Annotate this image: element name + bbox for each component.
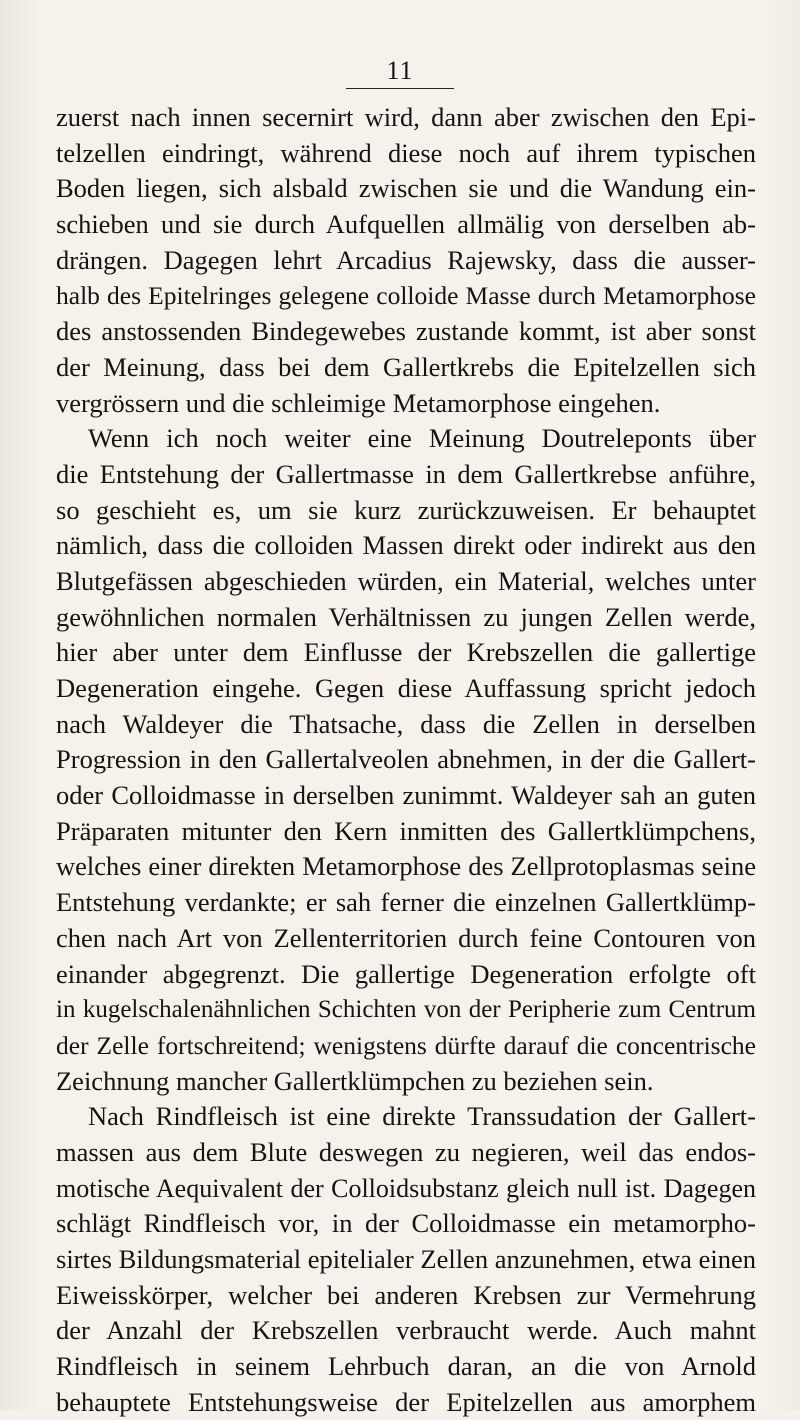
text-line: der Anzahl der Krebszellen verbraucht werde. Auch mahnt xyxy=(56,1315,756,1346)
body-text xyxy=(56,100,756,1420)
text-line: Wenn ich noch weiter eine Meinung Doutreleponts über xyxy=(88,423,756,454)
text-line: Rindfleisch in seinem Lehrbuch daran, an die von Arnold xyxy=(56,1351,756,1382)
text-line: motische Aequivalent der Colloidsubstanz gleich null ist. Dagegen xyxy=(56,1173,756,1203)
text-line: zuerst nach innen secernirt wird, dann aber zwischen den Epi- xyxy=(56,102,756,132)
text-line: behauptete Entstehungsweise der Epitelzellen aus amorphem xyxy=(56,1386,756,1417)
text-line: so geschieht es, um sie kurz zurückzuweisen. Er behauptet xyxy=(56,494,756,525)
page-number: 11 xyxy=(346,56,453,89)
text-line: drängen. Dagegen lehrt Arcadius Rajewsky, dass die ausser- xyxy=(56,244,756,275)
text-line: oder Colloidmasse in derselben zunimmt. Waldeyer sah an guten xyxy=(56,780,756,811)
text-line: gewöhnlichen normalen Verhältnissen zu jungen Zellen werde, xyxy=(56,601,756,632)
text-line: telzellen eindringt, während diese noch auf ihrem typischen xyxy=(56,137,756,168)
page-header xyxy=(0,56,800,89)
text-line: sirtes Bildungsmaterial epitelialer Zellen anzunehmen, etwa einen xyxy=(56,1244,756,1274)
text-line: chen nach Art von Zellenterritorien durch feine Contouren von xyxy=(56,922,756,953)
text-line: schieben und sie durch Aufquellen allmälig von derselben ab- xyxy=(56,209,756,240)
text-line: Präparaten mitunter den Kern inmitten des Gallertklümpchens, xyxy=(56,815,756,846)
text-line: Nach Rindfleisch ist eine direkte Transsudation der Gallert- xyxy=(88,1101,756,1132)
text-line: Degeneration eingehe. Gegen diese Auffassung spricht jedoch xyxy=(56,673,756,703)
text-line: Eiweisskörper, welcher bei anderen Krebsen zur Vermehrung xyxy=(56,1279,756,1310)
text-line: der Zelle fortschreitend; wenigstens dürfte darauf die concentrische xyxy=(56,1030,756,1060)
text-line: Entstehung verdankte; er sah ferner die einzelnen Gallertklümp- xyxy=(56,887,756,918)
text-line: Boden liegen, sich alsbald zwischen sie und die Wandung ein- xyxy=(56,173,756,204)
text-line: der Meinung, dass bei dem Gallertkrebs die Epitelzellen sich xyxy=(56,351,756,382)
text-line: massen aus dem Blute deswegen zu negieren, weil das endos- xyxy=(56,1136,756,1167)
text-line: Blutgefässen abgeschieden würden, ein Material, welches unter xyxy=(56,565,756,596)
text-line: einander abgegrenzt. Die gallertige Degeneration erfolgte oft xyxy=(56,958,756,989)
text-line: welches einer direkten Metamorphose des Zellprotoplasmas seine xyxy=(56,851,756,882)
text-line: Zeichnung mancher Gallertklümpchen zu beziehen sein. xyxy=(56,1065,654,1096)
text-line: die Entstehung der Gallertmasse in dem Gallertkrebse anführe, xyxy=(56,458,756,489)
text-line: nämlich, dass die colloiden Massen direkt oder indirekt aus den xyxy=(56,530,756,561)
text-line: schlägt Rindfleisch vor, in der Colloidmasse ein metamorpho- xyxy=(56,1208,756,1239)
text-line: des anstossenden Bindegewebes zustande kommt, ist aber sonst xyxy=(56,316,756,347)
text-line: in kugelschalenähnlichen Schichten von der Peripherie zum Centrum xyxy=(56,996,756,1024)
text-line: Progression in den Gallertalveolen abnehmen, in der die Gallert- xyxy=(56,744,756,775)
text-line: hier aber unter dem Einflusse der Krebszellen die gallertige xyxy=(56,637,756,668)
text-line: nach Waldeyer die Thatsache, dass die Zellen in derselben xyxy=(56,708,756,739)
text-line: halb des Epitelringes gelegene colloide Masse durch Metamorphose xyxy=(56,281,756,311)
text-line: vergrössern und die schleimige Metamorphose eingehen. xyxy=(56,387,661,418)
